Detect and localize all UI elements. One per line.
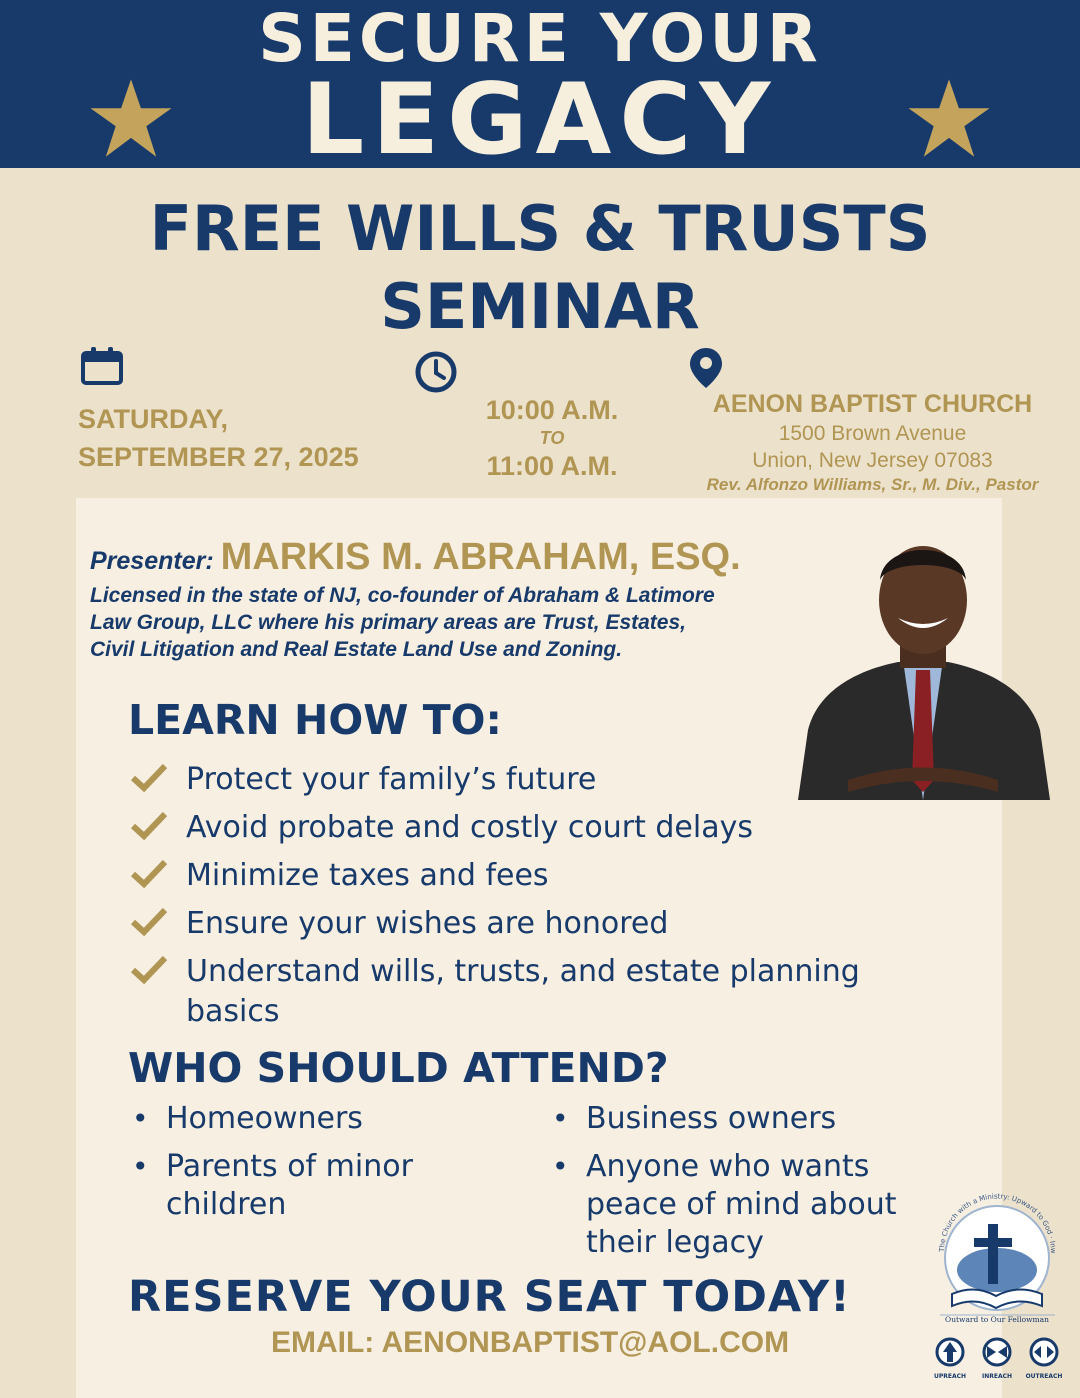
star-icon	[86, 74, 176, 164]
event-time	[452, 394, 652, 482]
list-item	[128, 808, 948, 848]
list-item	[128, 760, 948, 800]
star-icon	[904, 74, 994, 164]
checkmark-icon	[130, 858, 168, 890]
date-line-2: SEPTEMBER 27, 2025	[78, 442, 359, 472]
venue-name: AENON BAPTIST CHURCH	[712, 390, 1033, 418]
presenter-bio	[90, 582, 850, 663]
presenter-label: Presenter:	[90, 547, 214, 575]
event-venue	[680, 388, 1065, 496]
list-item	[128, 856, 948, 896]
attend-heading: WHO SHOULD ATTEND?	[128, 1044, 669, 1092]
list-item: • Homeowners	[132, 1101, 363, 1136]
list-item	[128, 952, 948, 1032]
header-banner	[0, 0, 1080, 177]
church-logo	[930, 1192, 1065, 1392]
learn-item-text: Minimize taxes and fees	[186, 858, 549, 893]
logo-bottom-text: Outward to Our Fellowman	[945, 1315, 1049, 1324]
learn-list	[128, 760, 948, 1040]
attend-list-left	[128, 1100, 518, 1234]
attend-item-text: Anyone who wants peace of mind about their legacy	[586, 1149, 897, 1260]
time-to: TO	[539, 428, 565, 448]
header-line-2: LEGACY	[301, 63, 779, 177]
outreach-icon	[1031, 1339, 1057, 1365]
presenter-heading	[90, 536, 741, 579]
checkmark-icon	[130, 810, 168, 842]
seminar-title-line-1: FREE WILLS & TRUSTS	[149, 192, 931, 265]
clock-icon	[414, 350, 458, 394]
location-pin-icon	[688, 346, 724, 390]
event-date	[78, 400, 458, 476]
time-end: 11:00 A.M.	[486, 451, 618, 481]
learn-item-text: Avoid probate and costly court delays	[186, 810, 753, 845]
pastor-line: Rev. Alfonzo Williams, Sr., M. Div., Pastor	[706, 475, 1039, 494]
learn-heading: LEARN HOW TO:	[128, 696, 502, 744]
seminar-title-line-2: SEMINAR	[380, 270, 700, 343]
address-line-2: Union, New Jersey 07083	[752, 449, 993, 472]
learn-item-text: Protect your family’s future	[186, 762, 597, 797]
attend-item-text: Homeowners	[166, 1101, 363, 1136]
learn-item-text: Ensure your wishes are honored	[186, 906, 669, 941]
attend-list-right	[548, 1100, 948, 1272]
list-item: • Parents of minor children	[132, 1149, 413, 1222]
inreach-icon	[984, 1339, 1010, 1365]
logo-label-3: OUTREACH	[1025, 1373, 1063, 1380]
checkmark-icon	[130, 762, 168, 794]
learn-item-text: Understand wills, trusts, and estate planning basics	[186, 954, 860, 1029]
logo-label-1: UPREACH	[933, 1373, 967, 1380]
list-item: • Anyone who wants peace of mind about their legacy	[552, 1149, 897, 1260]
calendar-icon	[80, 346, 124, 386]
logo-arc-text: The Church with a Ministry: Upward to God · Inw	[937, 1192, 1058, 1254]
attend-item-text: Parents of minor children	[166, 1149, 413, 1222]
presenter-name: MARKIS M. ABRAHAM, ESQ.	[220, 536, 741, 578]
date-line-1: SATURDAY,	[78, 404, 229, 434]
logo-label-2: INREACH	[981, 1373, 1013, 1380]
bio-line-2: Law Group, LLC where his primary areas are Trust, Estates,	[90, 611, 686, 634]
email-contact: EMAIL: AENONBAPTIST@AOL.COM	[270, 1326, 790, 1359]
list-item: • Business owners	[552, 1101, 837, 1136]
list-item	[128, 904, 948, 944]
bio-line-3: Civil Litigation and Real Estate Land Use and Zoning.	[90, 638, 623, 661]
bio-line-1: Licensed in the state of NJ, co-founder of Abraham & Latimore	[90, 584, 715, 607]
attend-item-text: Business owners	[586, 1101, 837, 1136]
address-line-1: 1500 Brown Avenue	[778, 422, 967, 445]
time-start: 10:00 A.M.	[485, 395, 619, 425]
upreach-icon	[937, 1339, 963, 1365]
header-line-1: SECURE YOUR	[258, 0, 822, 77]
checkmark-icon	[130, 906, 168, 938]
reserve-heading: RESERVE YOUR SEAT TODAY!	[128, 1272, 851, 1322]
checkmark-icon	[130, 954, 168, 986]
